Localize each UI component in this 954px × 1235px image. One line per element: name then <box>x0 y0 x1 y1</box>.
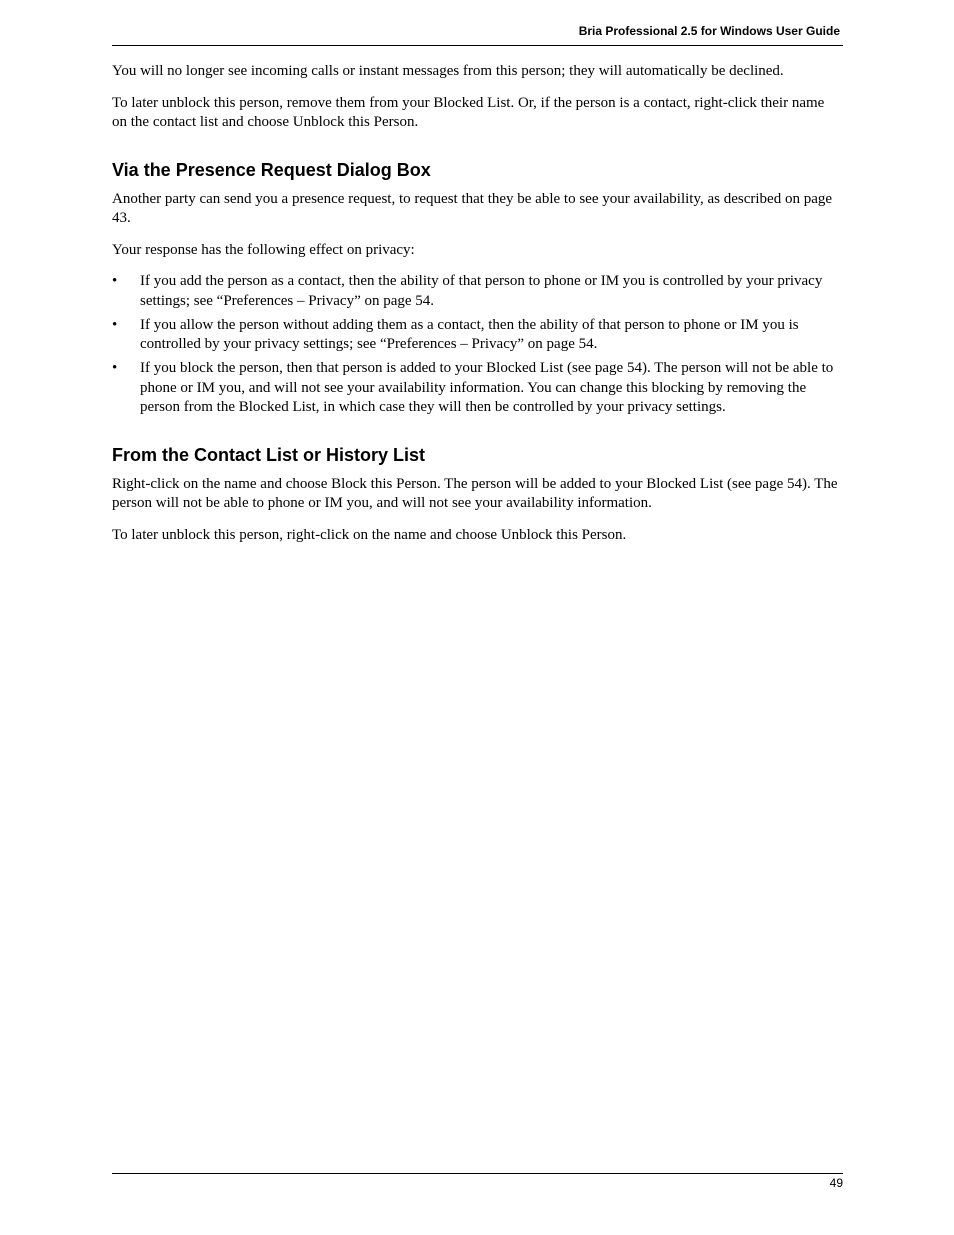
section-heading-contact-history-list: From the Contact List or History List <box>112 444 426 465</box>
list-item-text: If you block the person, then that person is added to your Blocked List (see page 54). The person will not be able to phone or IM you, and will not see your availability information. You can change this blocking by removing the person from the Blocked List, in which case they will then be controlled by your privacy settings. <box>140 360 834 415</box>
paragraph: Right-click on the name and choose Block this Person. The person will be added to your Blocked List (see page 54). The person will not be able to phone or IM you, and will not see your availability information. <box>112 475 838 511</box>
bullet-marker: • <box>112 316 118 333</box>
bullet-marker: • <box>112 360 118 376</box>
paragraph: To later unblock this person, remove them from your Blocked List. Or, if the person is a contact, right-click their name on the contact list and choose Unblock this Person. <box>112 94 825 130</box>
paragraph: Your response has the following effect on privacy: <box>112 241 415 258</box>
paragraph: You will no longer see incoming calls or instant messages from this person; they will automatically be declined. <box>112 63 784 79</box>
list-item-text: If you allow the person without adding them as a contact, then the ability of that person to phone or IM you is controlled by your privacy settings; see “Preferences – Privacy” on page 54. <box>140 316 799 352</box>
list-item <box>112 316 843 355</box>
list-item-text: If you add the person as a contact, then the ability of that person to phone or IM you is controlled by your privacy settings; see “Preferences – Privacy” on page 54. <box>140 273 823 309</box>
list-item <box>112 359 843 418</box>
section-heading-presence-request: Via the Presence Request Dialog Box <box>112 159 431 180</box>
header-rule <box>112 45 843 46</box>
paragraph: Another party can send you a presence request, to request that they be able to see your availability, as described on page 43. <box>112 190 833 226</box>
footer-rule <box>112 1173 843 1174</box>
page-number: 49 <box>829 1176 843 1190</box>
paragraph: To later unblock this person, right-click on the name and choose Unblock this Person. <box>112 526 627 543</box>
document-header-title: Bria Professional 2.5 for Windows User Guide <box>578 24 840 38</box>
list-item <box>112 272 843 311</box>
bullet-marker: • <box>112 273 118 289</box>
page-body <box>112 62 843 545</box>
bullet-list <box>112 272 843 418</box>
